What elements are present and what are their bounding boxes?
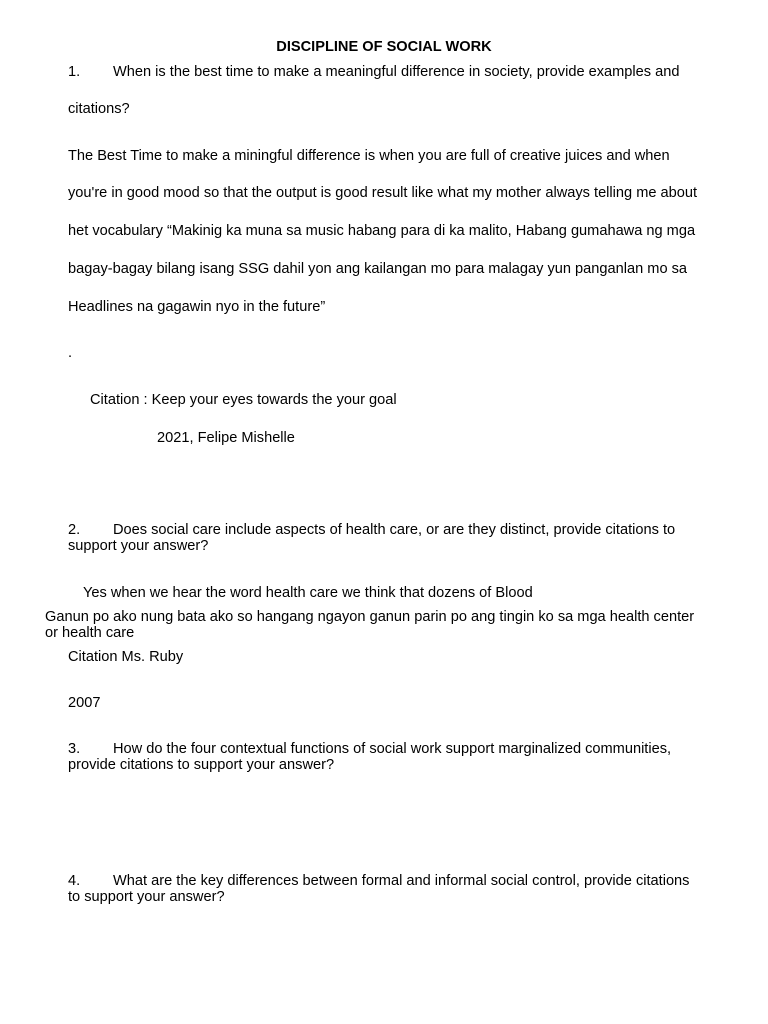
document-title: DISCIPLINE OF SOCIAL WORK [276,39,492,55]
answer-text-line: Headlines na gagawin nyo in the future” [68,299,326,315]
answer-text-line: het vocabulary “Makinig ka muna sa music habang para di ka malito, Habang gumahawa ng mga [68,223,696,239]
question-text-line: to support your answer? [68,889,225,905]
answer-text-line: Yes when we hear the word health care we think that dozens of Blood [83,585,533,601]
question-text-line: What are the key differences between formal and informal social control, provide citations [113,873,690,889]
question-text-line: How do the four contextual functions of social work support marginalized communities, [113,741,672,757]
question-text-line: Does social care include aspects of health care, or are they distinct, provide citations to [113,522,676,538]
stray-period: . [68,345,73,361]
citation-line: Citation Ms. Ruby [68,649,184,665]
question-number: 4. [68,873,81,889]
answer-text-line: The Best Time to make a miningful difference is when you are full of creative juices and when [68,148,670,164]
answer-text-line: Ganun po ako nung bata ako so hangang ngayon ganun parin po ang tingin ko sa mga health center [45,609,695,625]
answer-text-line: or health care [45,625,135,641]
citation-line: Citation : Keep your eyes towards the your goal [90,392,397,408]
question-text-line: citations? [68,101,130,117]
question-text-line: When is the best time to make a meaningful difference in society, provide examples and [113,64,680,80]
question-number: 2. [68,522,81,538]
question-number: 3. [68,741,81,757]
question-text-line: provide citations to support your answer? [68,757,335,773]
question-text-line: support your answer? [68,538,209,554]
question-number: 1. [68,64,81,80]
citation-year: 2007 [68,695,101,711]
answer-text-line: you're in good mood so that the output is good result like what my mother always telling me about [68,185,698,201]
answer-text-line: bagay-bagay bilang isang SSG dahil yon ang kailangan mo para malagay yun panganlan mo sa [68,261,688,277]
citation-source: 2021, Felipe Mishelle [157,430,295,446]
